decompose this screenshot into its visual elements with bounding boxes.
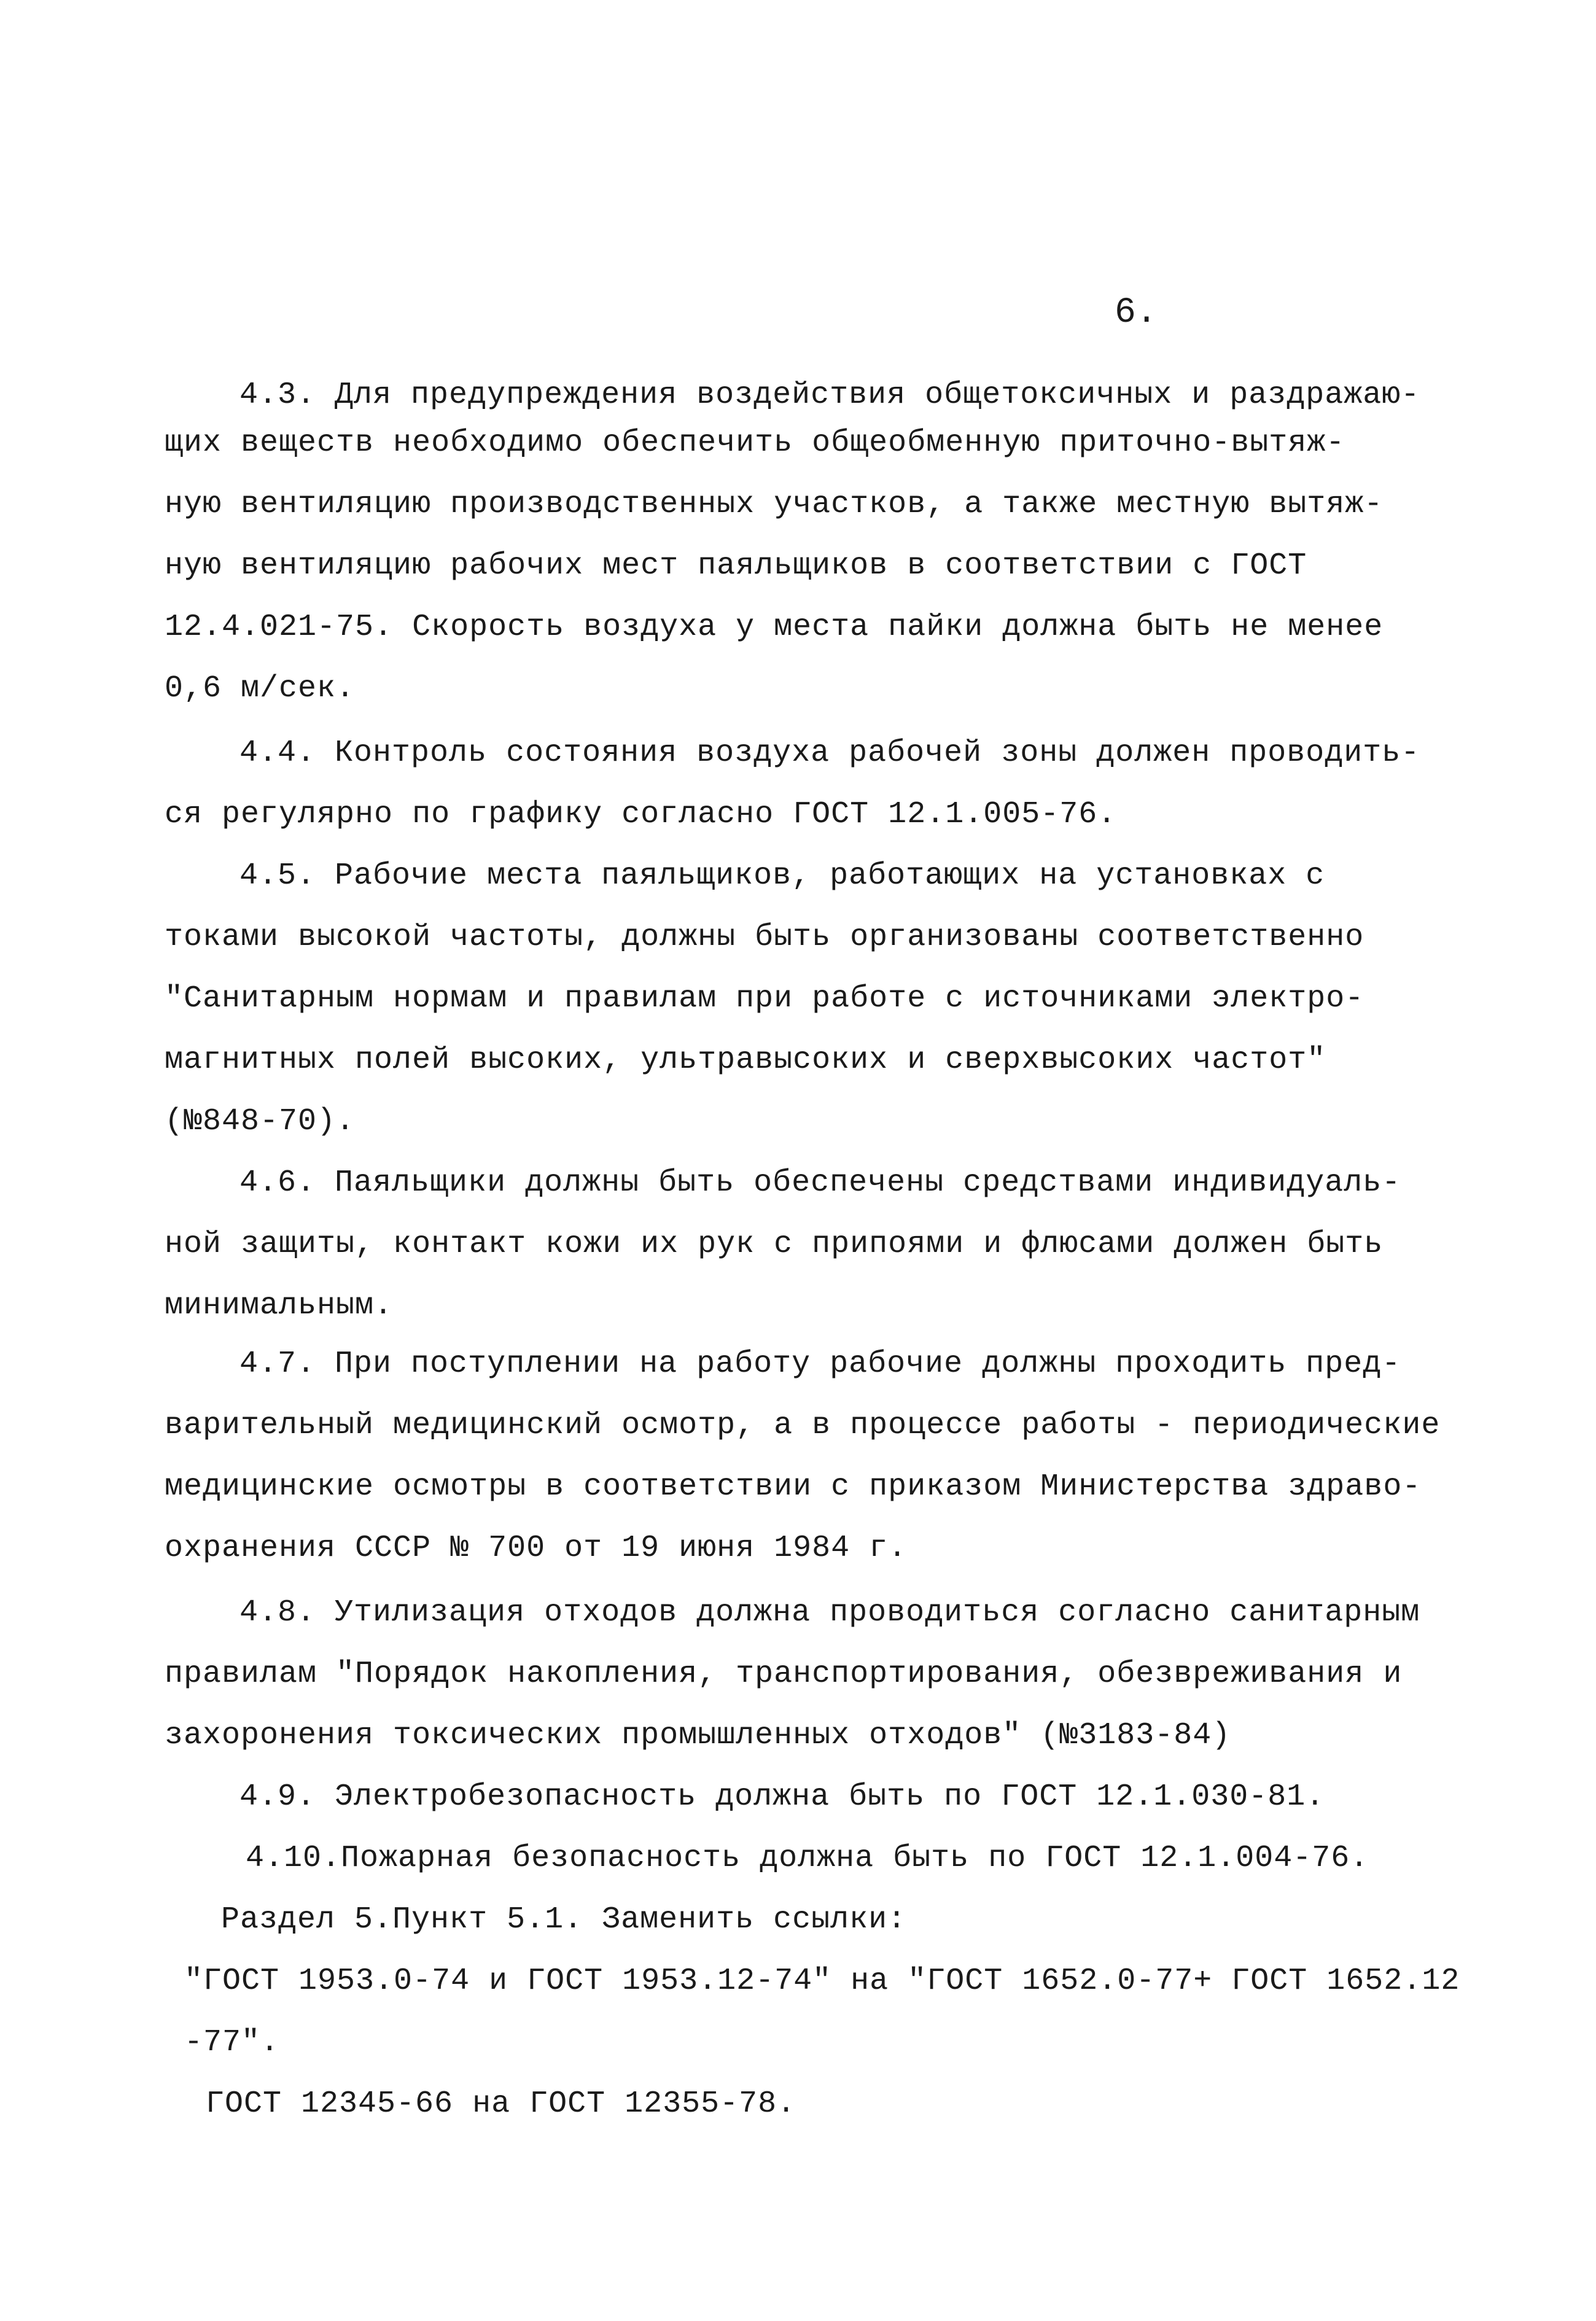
text-line: ной защиты, контакт кожи их рук с припоями и флюсами должен быть	[165, 1227, 1384, 1262]
text-line: 4.6. Паяльщики должны быть обеспечены средствами индивидуаль-	[239, 1165, 1401, 1200]
text-line: Раздел 5.Пункт 5.1. Заменить ссылки:	[221, 1902, 907, 1937]
text-line: 4.3. Для предупреждения воздействия общетоксичных и раздражаю-	[239, 378, 1420, 413]
text-line: ную вентиляцию рабочих мест паяльщиков в соответствии с ГОСТ	[165, 548, 1307, 583]
text-line: 4.8. Утилизация отходов должна проводиться согласно санитарным	[239, 1595, 1420, 1630]
text-line: ную вентиляцию производственных участков, а также местную вытяж-	[165, 487, 1384, 522]
text-line: 4.10.Пожарная безопасность должна быть по ГОСТ 12.1.004-76.	[246, 1841, 1369, 1876]
text-line: 4.4. Контроль состояния воздуха рабочей зоны должен проводить-	[239, 736, 1420, 771]
text-line: медицинские осмотры в соответствии с приказом Министерства здраво-	[165, 1469, 1422, 1504]
text-line: 4.7. При поступлении на работу рабочие должны проходить пред-	[239, 1347, 1401, 1382]
text-line: "Санитарным нормам и правилам при работе с источниками электро-	[165, 981, 1364, 1016]
text-line: правилам "Порядок накопления, транспортирования, обезвреживания и	[165, 1657, 1403, 1692]
text-line: "ГОСТ 1953.0-74 и ГОСТ 1953.12-74" на "ГОСТ 1652.0-77+ ГОСТ 1652.12	[184, 1964, 1460, 1999]
text-line: токами высокой частоты, должны быть организованы соответственно	[165, 920, 1364, 955]
text-line: минимальным.	[165, 1288, 394, 1323]
text-line: -77".	[184, 2025, 280, 2060]
text-line: охранения СССР № 700 от 19 июня 1984 г.	[165, 1531, 908, 1566]
text-line: (№848-70).	[165, 1104, 356, 1139]
text-line: 4.5. Рабочие места паяльщиков, работающих на установках с	[239, 858, 1325, 893]
text-line: захоронения токсических промышленных отходов" (№3183-84)	[165, 1718, 1231, 1753]
text-line: ся регулярно по графику согласно ГОСТ 12.1.005-76.	[165, 797, 1117, 832]
text-line: щих веществ необходимо обеспечить общеобменную приточно-вытяж-	[165, 426, 1345, 461]
text-line: 4.9. Электробезопасность должна быть по ГОСТ 12.1.030-81.	[239, 1779, 1325, 1814]
text-line: 0,6 м/сек.	[165, 671, 356, 706]
text-line: ГОСТ 12345-66 на ГОСТ 12355-78.	[206, 2086, 796, 2121]
text-line: магнитных полей высоких, ультравысоких и сверхвысоких частот"	[165, 1043, 1326, 1078]
text-line: 12.4.021-75. Скорость воздуха у места пайки должна быть не менее	[165, 610, 1384, 645]
text-line: варительный медицинский осмотр, а в процессе работы - периодические	[165, 1408, 1441, 1443]
page-number: 6.	[1115, 293, 1158, 333]
